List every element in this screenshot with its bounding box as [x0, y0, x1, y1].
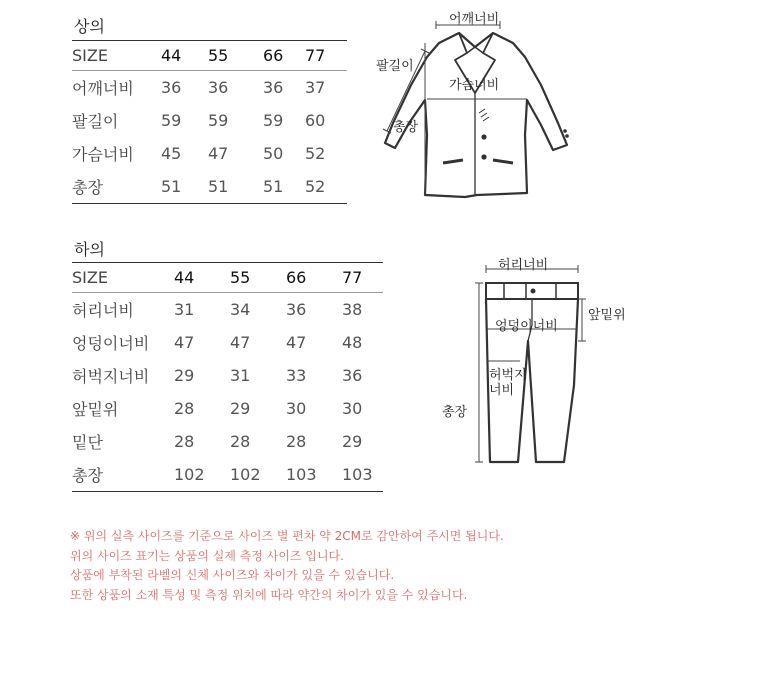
table-cell: 51	[161, 170, 208, 204]
table-cell: 50	[263, 144, 284, 163]
table-header-row	[72, 263, 383, 293]
header-cell: 77	[342, 263, 383, 293]
table-cell: 38	[342, 300, 363, 319]
table-cell: 47	[286, 333, 307, 352]
diagram-label-pants-length: 총장	[442, 405, 468, 420]
header-cell: 77	[305, 41, 347, 71]
table-cell: 59	[263, 111, 284, 130]
note-line: 상품에 부착된 라벨의 신체 사이즈와 차이가 있을 수 있습니다.	[70, 568, 395, 582]
diagram-label-thigh	[489, 368, 527, 398]
table-cell: 47	[230, 333, 251, 352]
table-cell: 37	[305, 78, 326, 97]
table-cell: 30	[286, 399, 307, 418]
jacket-diagram	[375, 5, 575, 205]
table-cell: 59	[161, 111, 182, 130]
table-row	[72, 392, 383, 425]
top-size-table	[72, 40, 347, 204]
row-label: 어깨너비	[72, 79, 134, 98]
header-cell: 44	[174, 263, 230, 293]
table-cell: 103	[342, 458, 383, 492]
diagram-label-sleeve: 팔길이	[376, 59, 414, 74]
table-row	[72, 137, 347, 170]
diagram-label-shoulder: 어깨너비	[449, 12, 500, 27]
table-cell: 45	[161, 144, 182, 163]
row-label: 팔길이	[72, 112, 119, 131]
note-line: ※ 위의 실측 사이즈를 기준으로 사이즈 별 편차 약 2CM로 감안하여 주시면 됩니다.	[70, 529, 504, 543]
table-cell: 28	[174, 432, 195, 451]
table-row	[72, 458, 383, 492]
diagram-label-thigh-line1: 허벅지	[489, 368, 527, 383]
table-cell: 52	[305, 144, 326, 163]
note-line: 또한 상품의 소재 특성 및 측정 위치에 따라 약간의 차이가 있을 수 있습니다.	[70, 587, 468, 602]
table-cell: 33	[286, 366, 307, 385]
table-cell: 48	[342, 333, 363, 352]
table-row	[72, 425, 383, 458]
diagram-label-chest: 가슴너비	[449, 78, 500, 93]
table-cell: 60	[305, 111, 326, 130]
table-row	[72, 170, 347, 204]
table-cell: 28	[286, 432, 307, 451]
table-row	[72, 326, 383, 359]
diagram-label-hip: 엉덩이너비	[495, 319, 558, 334]
row-label: 허리너비	[72, 301, 134, 320]
pants-diagram	[470, 255, 610, 475]
table-cell: 36	[263, 78, 284, 97]
table-row	[72, 71, 347, 105]
diagram-label-thigh-line2: 너비	[489, 383, 515, 398]
top-section-title: 상의	[74, 17, 105, 36]
bottom-size-table	[72, 262, 383, 492]
table-cell: 51	[263, 170, 305, 204]
table-cell: 29	[174, 366, 195, 385]
row-label: 앞밑위	[72, 400, 119, 419]
diagram-label-length: 총장	[393, 120, 419, 135]
table-cell: 28	[174, 399, 195, 418]
table-cell: 102	[230, 458, 286, 492]
row-label: 엉덩이너비	[72, 334, 150, 353]
table-cell: 29	[230, 399, 251, 418]
table-cell: 47	[174, 333, 195, 352]
table-cell: 36	[342, 366, 363, 385]
table-cell: 31	[174, 300, 195, 319]
header-cell: SIZE	[72, 263, 174, 293]
table-row	[72, 359, 383, 392]
table-cell: 36	[286, 300, 307, 319]
header-cell: 66	[263, 41, 305, 71]
table-cell: 29	[342, 432, 363, 451]
table-cell: 30	[342, 399, 363, 418]
size-notes	[70, 527, 504, 605]
table-cell: 28	[230, 432, 251, 451]
table-cell: 36	[208, 78, 229, 97]
row-label: 총장	[72, 170, 161, 204]
header-cell: SIZE	[72, 41, 161, 71]
diagram-label-rise: 앞밑위	[588, 308, 626, 323]
row-label: 허벅지너비	[72, 367, 150, 386]
table-row	[72, 104, 347, 137]
table-cell: 51	[208, 170, 263, 204]
header-cell: 44	[161, 41, 208, 71]
table-row	[72, 293, 383, 327]
row-label: 가슴너비	[72, 145, 134, 164]
table-cell: 103	[286, 458, 342, 492]
diagram-label-waist: 허리너비	[498, 258, 549, 273]
row-label: 총장	[72, 458, 174, 492]
table-cell: 59	[208, 111, 229, 130]
table-cell: 34	[230, 300, 251, 319]
table-cell: 102	[174, 458, 230, 492]
table-cell: 47	[208, 144, 229, 163]
header-cell: 55	[208, 41, 263, 71]
row-label: 밑단	[72, 433, 103, 452]
table-cell: 52	[305, 170, 347, 204]
table-header-row	[72, 41, 347, 71]
header-cell: 66	[286, 263, 342, 293]
table-cell: 36	[161, 78, 182, 97]
table-cell: 31	[230, 366, 251, 385]
header-cell: 55	[230, 263, 286, 293]
note-line: 위의 사이즈 표기는 상품의 실제 측정 사이즈 입니다.	[70, 548, 344, 563]
bottom-section-title: 하의	[74, 240, 105, 259]
